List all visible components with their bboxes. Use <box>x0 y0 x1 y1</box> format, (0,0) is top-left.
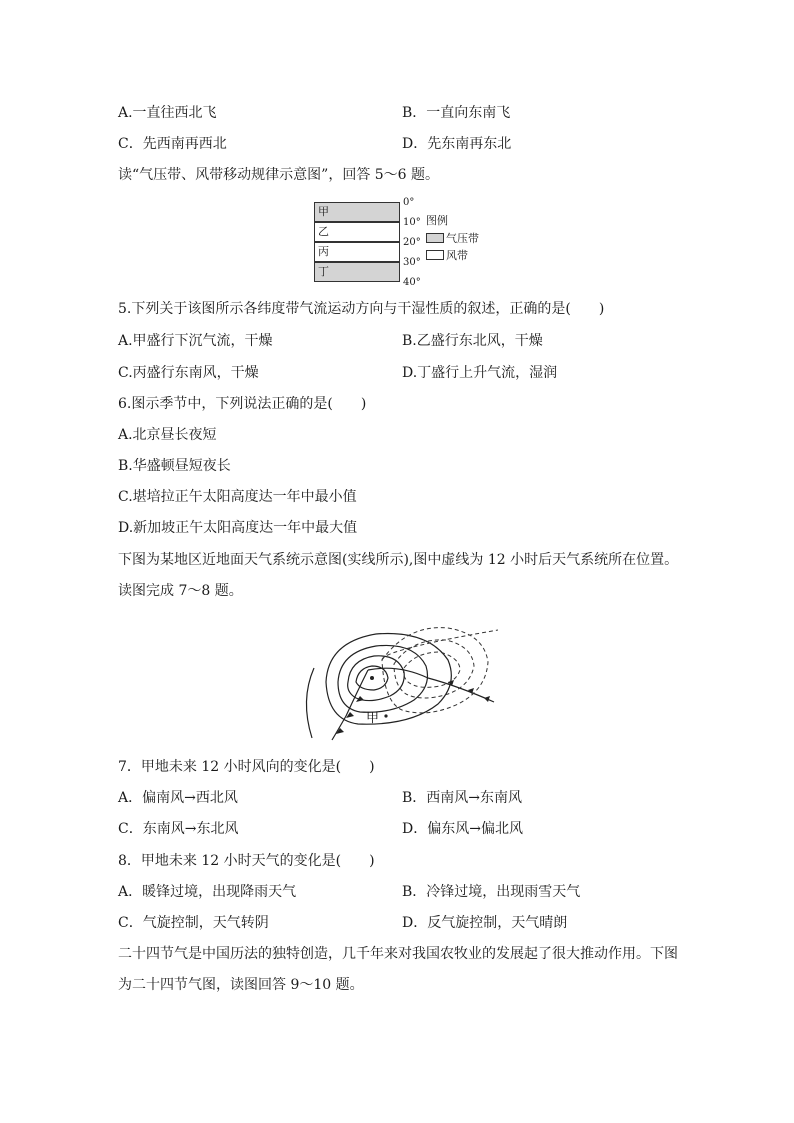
front-triangle <box>484 696 490 702</box>
q5-option-a: A.甲盛行下沉气流，干燥 <box>118 333 273 349</box>
q5-option-c: C.丙盛行东南风，干燥 <box>118 365 259 381</box>
jia-location-dot <box>384 714 387 717</box>
intro-7-8-line1: 下图为某地区近地面天气系统示意图(实线所示),图中虚线为 12 小时后天气系统所在位置。 <box>118 552 679 568</box>
q5-stem: 5.下列关于该图所示各纬度带气流运动方向与干湿性质的叙述，正确的是( ) <box>118 301 605 317</box>
intro-7-8-line2: 读图完成 7～8 题。 <box>118 583 243 599</box>
q4-option-d: D．先东南再东北 <box>402 136 512 152</box>
q7-option-a: A．偏南风→西北风 <box>118 790 238 806</box>
q4-option-b: B．一直向东南飞 <box>402 105 511 121</box>
belt-row-bing: 丙 <box>314 242 400 262</box>
belt-row-ding: 丁 <box>314 262 400 282</box>
legend-title: 图例 <box>426 214 448 227</box>
q7-option-b: B．西南风→东南风 <box>402 790 523 806</box>
low-center-dot <box>370 676 374 680</box>
jia-label: 甲 <box>366 711 380 726</box>
q8-stem: 8．甲地未来 12 小时天气的变化是( ) <box>118 853 375 869</box>
q6-option-d: D.新加坡正午太阳高度达一年中最大值 <box>118 520 358 536</box>
outer-isobar-left <box>306 668 314 738</box>
q5-option-d: D.丁盛行上升气流，湿润 <box>402 365 558 381</box>
degree-label: 40° <box>403 277 421 288</box>
q7-option-c: C．东南风→东北风 <box>118 821 239 837</box>
weather-system-figure <box>298 620 498 744</box>
legend-pressure-label: 气压带 <box>446 232 479 245</box>
q4-option-a: A.一直往西北飞 <box>118 105 217 121</box>
q6-option-b: B.华盛顿昼短夜长 <box>118 458 231 474</box>
legend-wind <box>426 247 468 263</box>
q7-option-d: D．偏东风→偏北风 <box>402 821 523 837</box>
intro-9-10-line1: 二十四节气是中国历法的独特创造，几千年来对我国农牧业的发展起了很大推动作用。下图 <box>118 946 678 962</box>
legend-wind-label: 风带 <box>446 249 468 262</box>
cold-front <box>332 670 368 740</box>
intro-9-10-line2: 为二十四节气图，读图回答 9～10 题。 <box>118 977 364 993</box>
degree-label: 0° <box>403 197 415 208</box>
q8-option-c: C．气旋控制，天气转阴 <box>118 915 269 931</box>
degree-label: 30° <box>403 257 421 268</box>
q7-stem: 7．甲地未来 12 小时风向的变化是( ) <box>118 759 375 775</box>
q6-option-a: A.北京昼长夜短 <box>118 427 217 443</box>
degree-label: 10° <box>403 217 421 228</box>
pressure-swatch <box>426 233 444 243</box>
degree-label: 20° <box>403 237 421 248</box>
belt-row-yi: 乙 <box>314 222 400 242</box>
q4-option-c: C．先西南再西北 <box>118 136 227 152</box>
q8-option-a: A．暖锋过境，出现降雨天气 <box>118 884 297 900</box>
q6-option-c: C.堪培拉正午太阳高度达一年中最小值 <box>118 489 357 505</box>
wind-swatch <box>426 250 444 260</box>
q8-option-b: B．冷锋过境，出现雨雪天气 <box>402 884 581 900</box>
belt-row-jia: 甲 <box>314 202 400 222</box>
pressure-wind-belt-figure <box>314 197 514 288</box>
legend-pressure <box>426 230 479 246</box>
q6-stem: 6.图示季节中，下列说法正确的是( ) <box>118 396 367 412</box>
q5-option-b: B.乙盛行东北风，干燥 <box>402 333 543 349</box>
intro-5-6: 读“气压带、风带移动规律示意图”，回答 5～6 题。 <box>118 167 440 183</box>
q8-option-d: D．反气旋控制，天气晴朗 <box>402 915 568 931</box>
